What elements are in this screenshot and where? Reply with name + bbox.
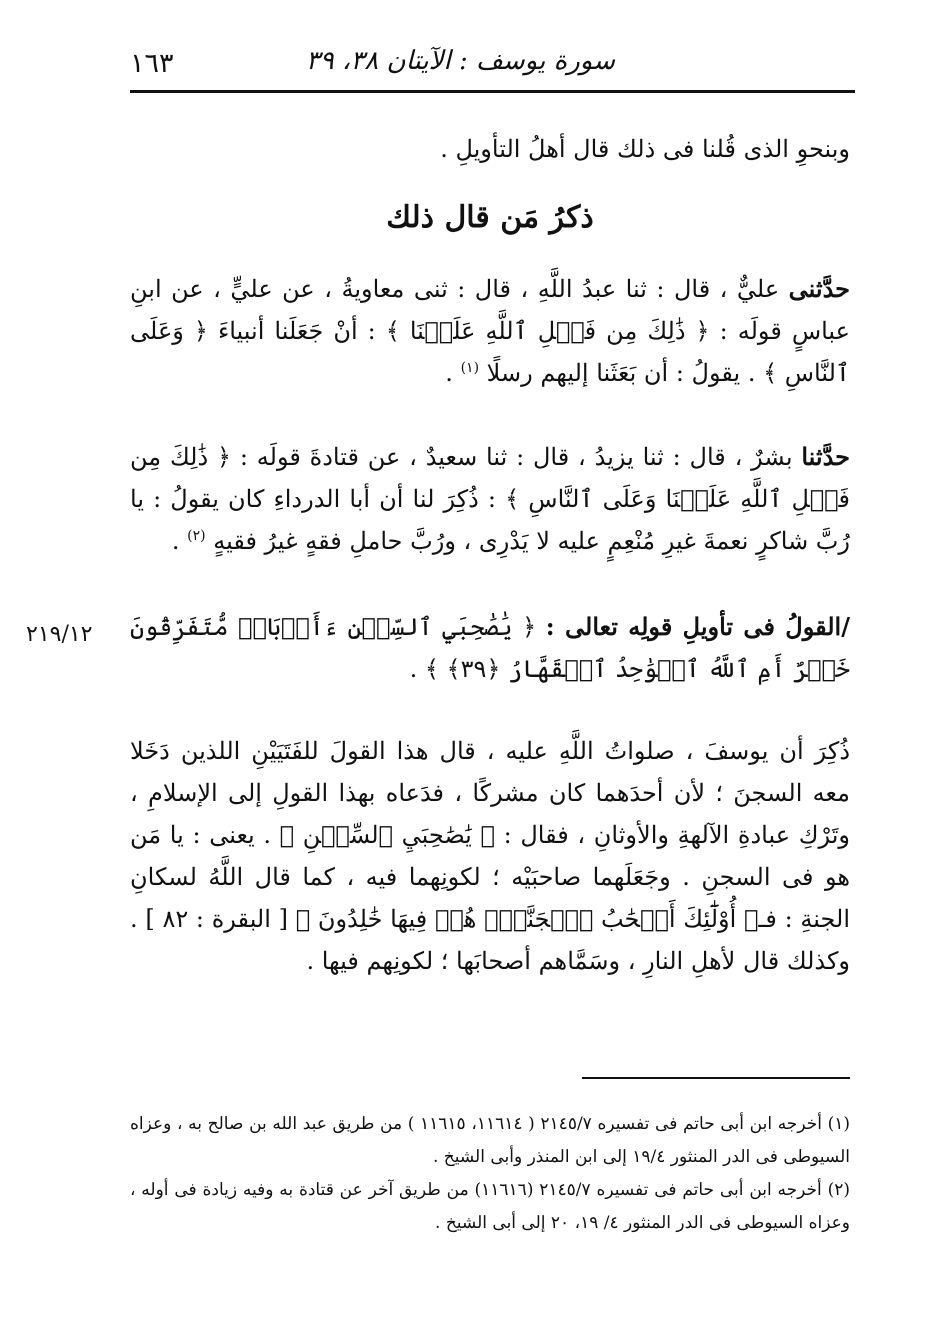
margin-reference: ٢١٩/١٢ bbox=[26, 622, 93, 647]
quran-verse: ﴿ يَٰصَٰحِبَيِ ٱلسِّجۡنِ ءَأَرۡبَابٞ مُّتَفَرِّقُونَ خَيۡرٌ أَمِ ٱللَّهُ ٱلۡوَٰحِدُ ٱلۡقَهَّارُ ﴿٣٩﴾ ﴾ . bbox=[130, 613, 850, 683]
paragraph-verse-heading bbox=[130, 606, 850, 690]
footnote-reference: (٢) bbox=[187, 528, 206, 544]
paragraph-lead: حدَّثنا bbox=[801, 442, 850, 471]
paragraph-text: بشرٌ ، قال : ثنا يزيدُ ، قال : ثنا سعيدٌ ، عن قتادةَ قولَه : ﴿ ذَٰلِكَ مِن فَضۡلِ ٱللَّهِ عَلَيۡنَا وَعَلَى ٱلنَّاسِ ﴾ : ذُكِرَ لنا أن أبا الدرداءِ كان يقولُ : يا رُبَّ شاكرٍ نعمةَ غيرِ مُنْعِمٍ عليه لا يَدْرِى ، ورُبَّ حاملِ فقهٍ غيرُ فقيهٍ bbox=[130, 443, 850, 555]
footnotes bbox=[130, 1108, 850, 1240]
paragraph-hadith-2 bbox=[130, 436, 850, 562]
page-header bbox=[130, 44, 855, 93]
paragraph-lead: /القولُ فى تأويلِ قولِه تعالى : bbox=[545, 612, 850, 641]
footnote-reference: (١) bbox=[460, 360, 480, 376]
footnote-1: (١) أخرجه ابن أبى حاتم فى تفسيره ٢١٤٥/٧ ( ١١٦١٤، ١١٦١٥ ) من طريق عبد الله بن صالح به ، وعزاه السيوطى فى الدر المنثور ١٩/٤ إلى ابن المنذر وأبى الشيخ . bbox=[130, 1114, 850, 1167]
paragraph-intro bbox=[130, 128, 850, 170]
footnote-divider bbox=[582, 1077, 850, 1079]
footnote-2: (٢) أخرجه ابن أبى حاتم فى تفسيره ٢١٤٥/٧ (١١٦١٦) من طريق آخر عن قتادة به وفيه زيادة فى أوله ، وعزاه السيوطى فى الدر المنثور ٤/ ١٩، ٢٠ إلى أبى الشيخ . bbox=[130, 1180, 850, 1233]
paragraph-text: عليٌّ ، قال : ثنا عبدُ اللَّهِ ، قال : ثنى معاويةُ ، عن عليٍّ ، عن ابنِ عباسٍ قولَه : ﴿ ذَٰلِكَ مِن فَضۡلِ ٱللَّهِ عَلَيۡنَا ﴾ : أنْ جَعَلَنا أنبياءَ ﴿ وَعَلَى ٱلنَّاسِ ﴾ . يقولُ : أن بَعَثَنا إليهم رسلًا bbox=[130, 275, 850, 387]
paragraph-text: ذُكِرَ أن يوسفَ ، صلواتُ اللَّهِ عليه ، قال هذا القولَ للفَتَيَيْنِ اللذين دَخَلا معه السجنَ ؛ لأن أحدَهما كان مشركًا ، فدَعاه بهذا القولِ إلى الإسلامِ ، وتَرْكِ عبادةِ الآلهةِ والأوثانِ ، فقال : ﴿ يَٰصَٰحِبَيِ ٱلسِّجۡنِ ﴾ . يعنى : يا مَن هو فى السجنِ . وجَعَلَهما صاحبَيْه ؛ لكونِهما فيه ، كما قال اللَّهُ لسكانِ الجنةِ : فـ﴿ أُوْلَٰٓئِكَ أَصۡحَٰبُ ٱلۡجَنَّةِۖ هُمۡ فِيهَا خَٰلِدُونَ ﴾ [ البقرة : ٨٢ ] . وكذلك قال لأهلِ النارِ ، وسَمَّاهم أصحابَها ؛ لكونِهم فيها . bbox=[130, 737, 851, 975]
paragraph-end: . bbox=[171, 527, 188, 555]
section-heading: ذكرُ مَن قال ذلك bbox=[386, 200, 594, 235]
paragraph-end: . bbox=[445, 359, 461, 387]
page-number: ١٦٣ bbox=[130, 48, 174, 79]
paragraph-commentary bbox=[130, 730, 850, 982]
running-title: سورة يوسف : الآيتان ٣٨، ٣٩ bbox=[305, 46, 615, 76]
paragraph-lead: حدَّثنى bbox=[788, 274, 850, 303]
paragraph-text: وبنحوِ الذى قُلنا فى ذلك قال أهلُ التأويلِ . bbox=[440, 135, 850, 163]
paragraph-hadith-1 bbox=[130, 268, 850, 394]
